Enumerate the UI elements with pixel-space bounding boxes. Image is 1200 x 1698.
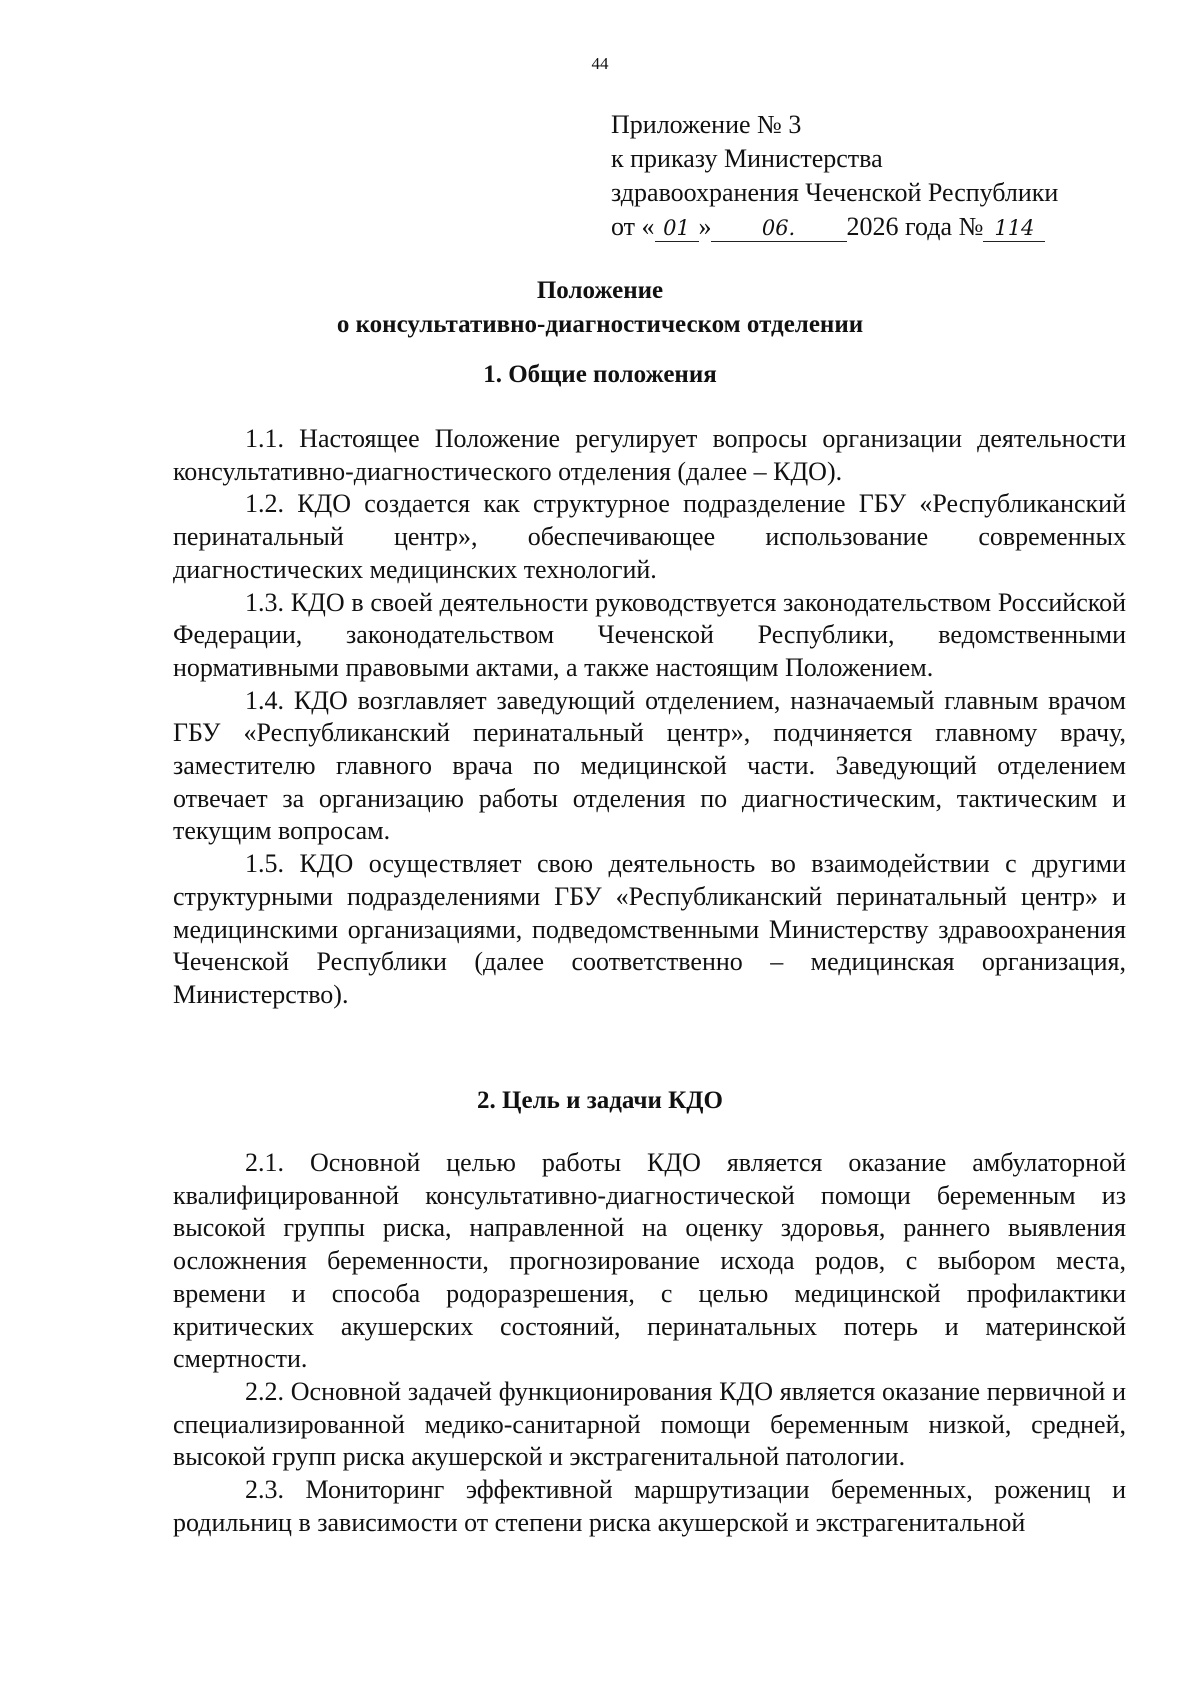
paragraph-1-2: 1.2. КДО создается как структурное подразделение ГБУ «Республиканский перинатальный центр», обеспечивающее использование современных диагностических медицинских технологий. <box>173 489 1126 584</box>
handwritten-month: 06. <box>711 215 847 242</box>
page-number: 44 <box>591 54 609 73</box>
appendix-line-3: здравоохранения Чеченской Республики <box>611 178 1059 207</box>
date-prefix: от « <box>611 212 655 241</box>
appendix-line-2: к приказу Министерства <box>611 144 883 173</box>
appendix-date-line <box>611 210 1058 244</box>
handwritten-order-number: 114 <box>983 215 1045 242</box>
section-2-heading: 2. Цель и задачи КДО <box>477 1087 723 1114</box>
appendix-header <box>611 108 1058 244</box>
appendix-line-1: Приложение № 3 <box>611 110 802 139</box>
paragraph-2-2: 2.2. Основной задачей функционирования КДО является оказание первичной и специализированной медико-санитарной помощи беременным низкой, средней, высокой групп риска акушерской и экстрагенитальной патологии. <box>173 1376 1126 1472</box>
paragraph-2-1: 2.1. Основной целью работы КДО является оказание амбулаторной квалифицированной консультативно-диагностической помощи беременным из высокой группы риска, направленной на оценку здоровья, раннего выявления осложнения беременности, прогнозирование исхода родов, с выбором места, времени и способа родоразрешения, с целью медицинской профилактики критических акушерских состояний, перинатальных потерь и материнской смертности. <box>173 1148 1126 1374</box>
paragraph-2-3: 2.3. Мониторинг эффективной маршрутизации беременных, рожениц и родильниц в зависимости от степени риска акушерской и экстрагенитальной <box>173 1475 1126 1537</box>
paragraph-1-3: 1.3. КДО в своей деятельности руководствуется законодательством Российской Федерации, законодательством Чеченской Республики, ведомственными нормативными правовыми актами, а также настоящим Положением. <box>173 587 1126 682</box>
handwritten-day: 01 <box>655 215 699 242</box>
year-text: 2026 года № <box>846 212 984 241</box>
paragraph-1-5: 1.5. КДО осуществляет свою деятельность во взаимодействии с другими структурными подразделениями ГБУ «Республиканский перинатальный центр» и медицинскими организациями, подведомственными Министерству здравоохранения Чеченской Республики (далее соответственно – медицинская организация, Министерство). <box>173 849 1126 1009</box>
date-quote-close: » <box>698 212 711 241</box>
document-title: Положение <box>536 277 664 304</box>
section-1-heading: 1. Общие положения <box>483 361 717 388</box>
section-1-body <box>173 423 1126 1012</box>
paragraph-1-1: 1.1. Настоящее Положение регулирует вопросы организации деятельности консультативно-диагностического отделения (далее – КДО). <box>173 424 1126 486</box>
document-subtitle: о консультативно-диагностическом отделении <box>336 311 864 338</box>
section-2-body <box>173 1147 1126 1539</box>
paragraph-1-4: 1.4. КДО возглавляет заведующий отделением, назначаемый главным врачом ГБУ «Республиканский перинатальный центр», подчиняется главному врачу, заместителю главного врача по медицинской части. Заведующий отделением отвечает за организацию работы отделения по диагностическим, тактическим и текущим вопросам. <box>173 685 1126 846</box>
